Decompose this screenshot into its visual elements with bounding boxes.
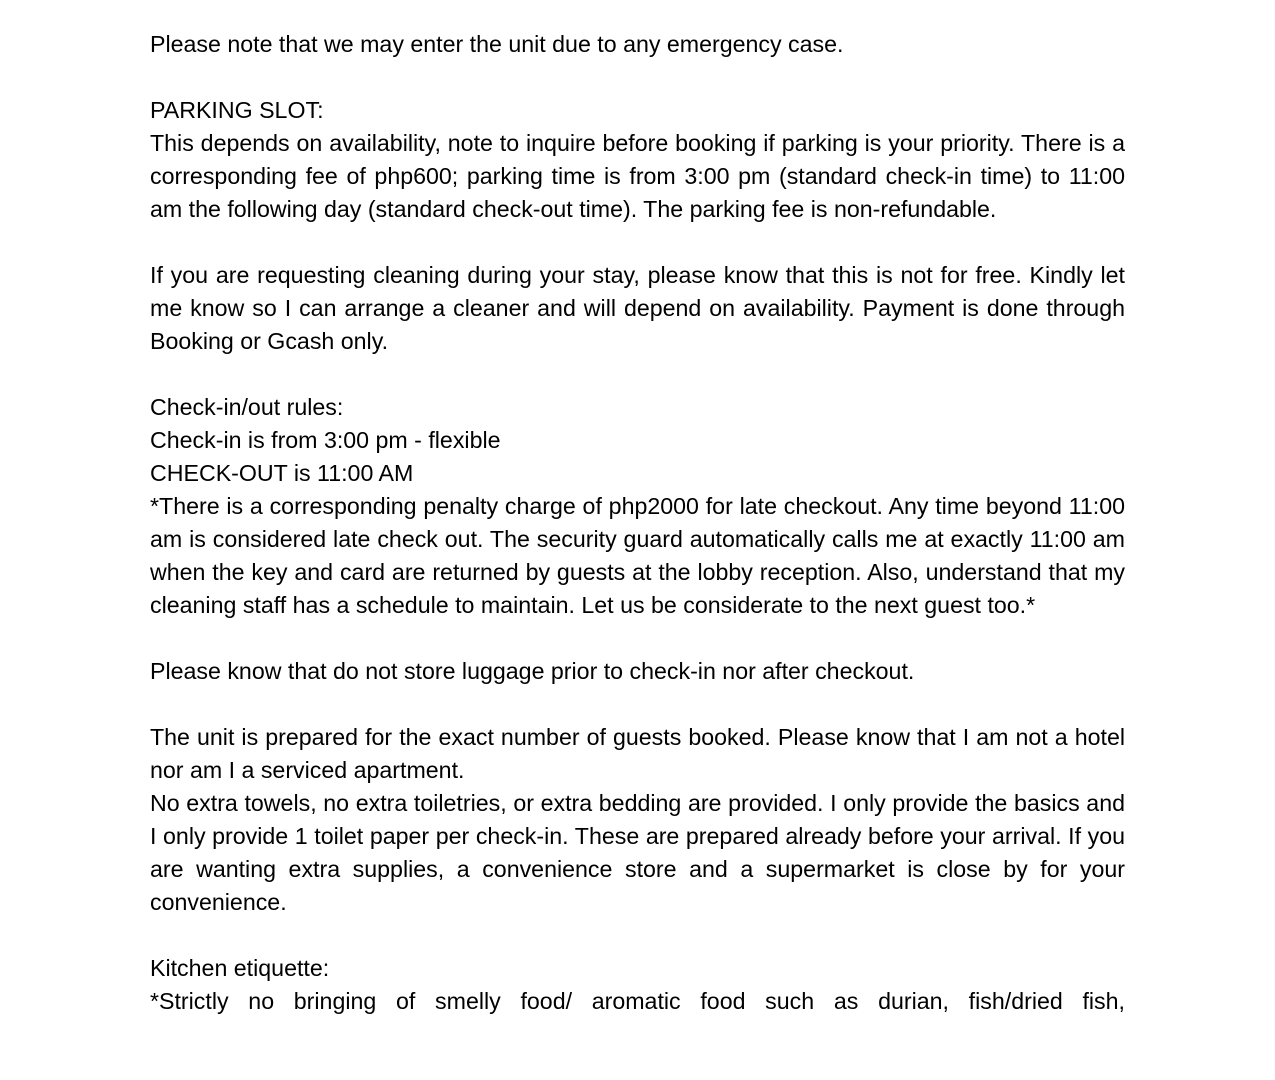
late-checkout-penalty: *There is a corresponding penalty charge of php2000 for late checkout. Any time beyond 11:00 am is considered late check out. The security guard automatically calls me at exactly 11:00 am when the key and card are returned by guests at the lobby reception. Also, understand that my cleaning staff has a schedule to maintain. Let us be considerate to the next guest too.* [150,493,1125,618]
emergency-note: Please note that we may enter the unit due to any emergency case. [150,31,844,57]
parking-heading: PARKING SLOT: [150,97,324,123]
paragraph-gap [150,688,1125,721]
kitchen-heading: Kitchen etiquette: [150,955,330,981]
checkout-time: CHECK-OUT is 11:00 AM [150,460,414,486]
paragraph-gap [150,358,1125,391]
checkinout-heading: Check-in/out rules: [150,394,344,420]
unit-prepared-note: The unit is prepared for the exact number of guests booked. Please know that I am not a hotel nor am I a serviced apartment. [150,724,1125,783]
parking-body: This depends on availability, note to inquire before booking if parking is your priority. There is a corresponding fee of php600; parking time is from 3:00 pm (standard check-in time) to 11:00 am the following day (standard check-out time). The parking fee is non-refundable. [150,130,1125,222]
paragraph-gap [150,919,1125,952]
paragraph-gap [150,622,1125,655]
paragraph-gap [150,61,1125,94]
paragraph-gap [150,226,1125,259]
luggage-note: Please know that do not store luggage prior to check-in nor after checkout. [150,658,915,684]
cleaning-note: If you are requesting cleaning during your stay, please know that this is not for free. Kindly let me know so I can arrange a cleaner and will depend on availability. Payment is done through Booking or Gcash only. [150,262,1125,354]
supplies-note: No extra towels, no extra toiletries, or extra bedding are provided. I only provide the basics and I only provide 1 toilet paper per check-in. These are prepared already before your arrival. If you are wanting extra supplies, a convenience store and a supermarket is close by for your convenience. [150,790,1125,915]
kitchen-rule: *Strictly no bringing of smelly food/ aromatic food such as durian, fish/dried fish, [150,988,1125,1014]
document-body [150,28,1125,1018]
checkin-time: Check-in is from 3:00 pm - flexible [150,427,501,453]
